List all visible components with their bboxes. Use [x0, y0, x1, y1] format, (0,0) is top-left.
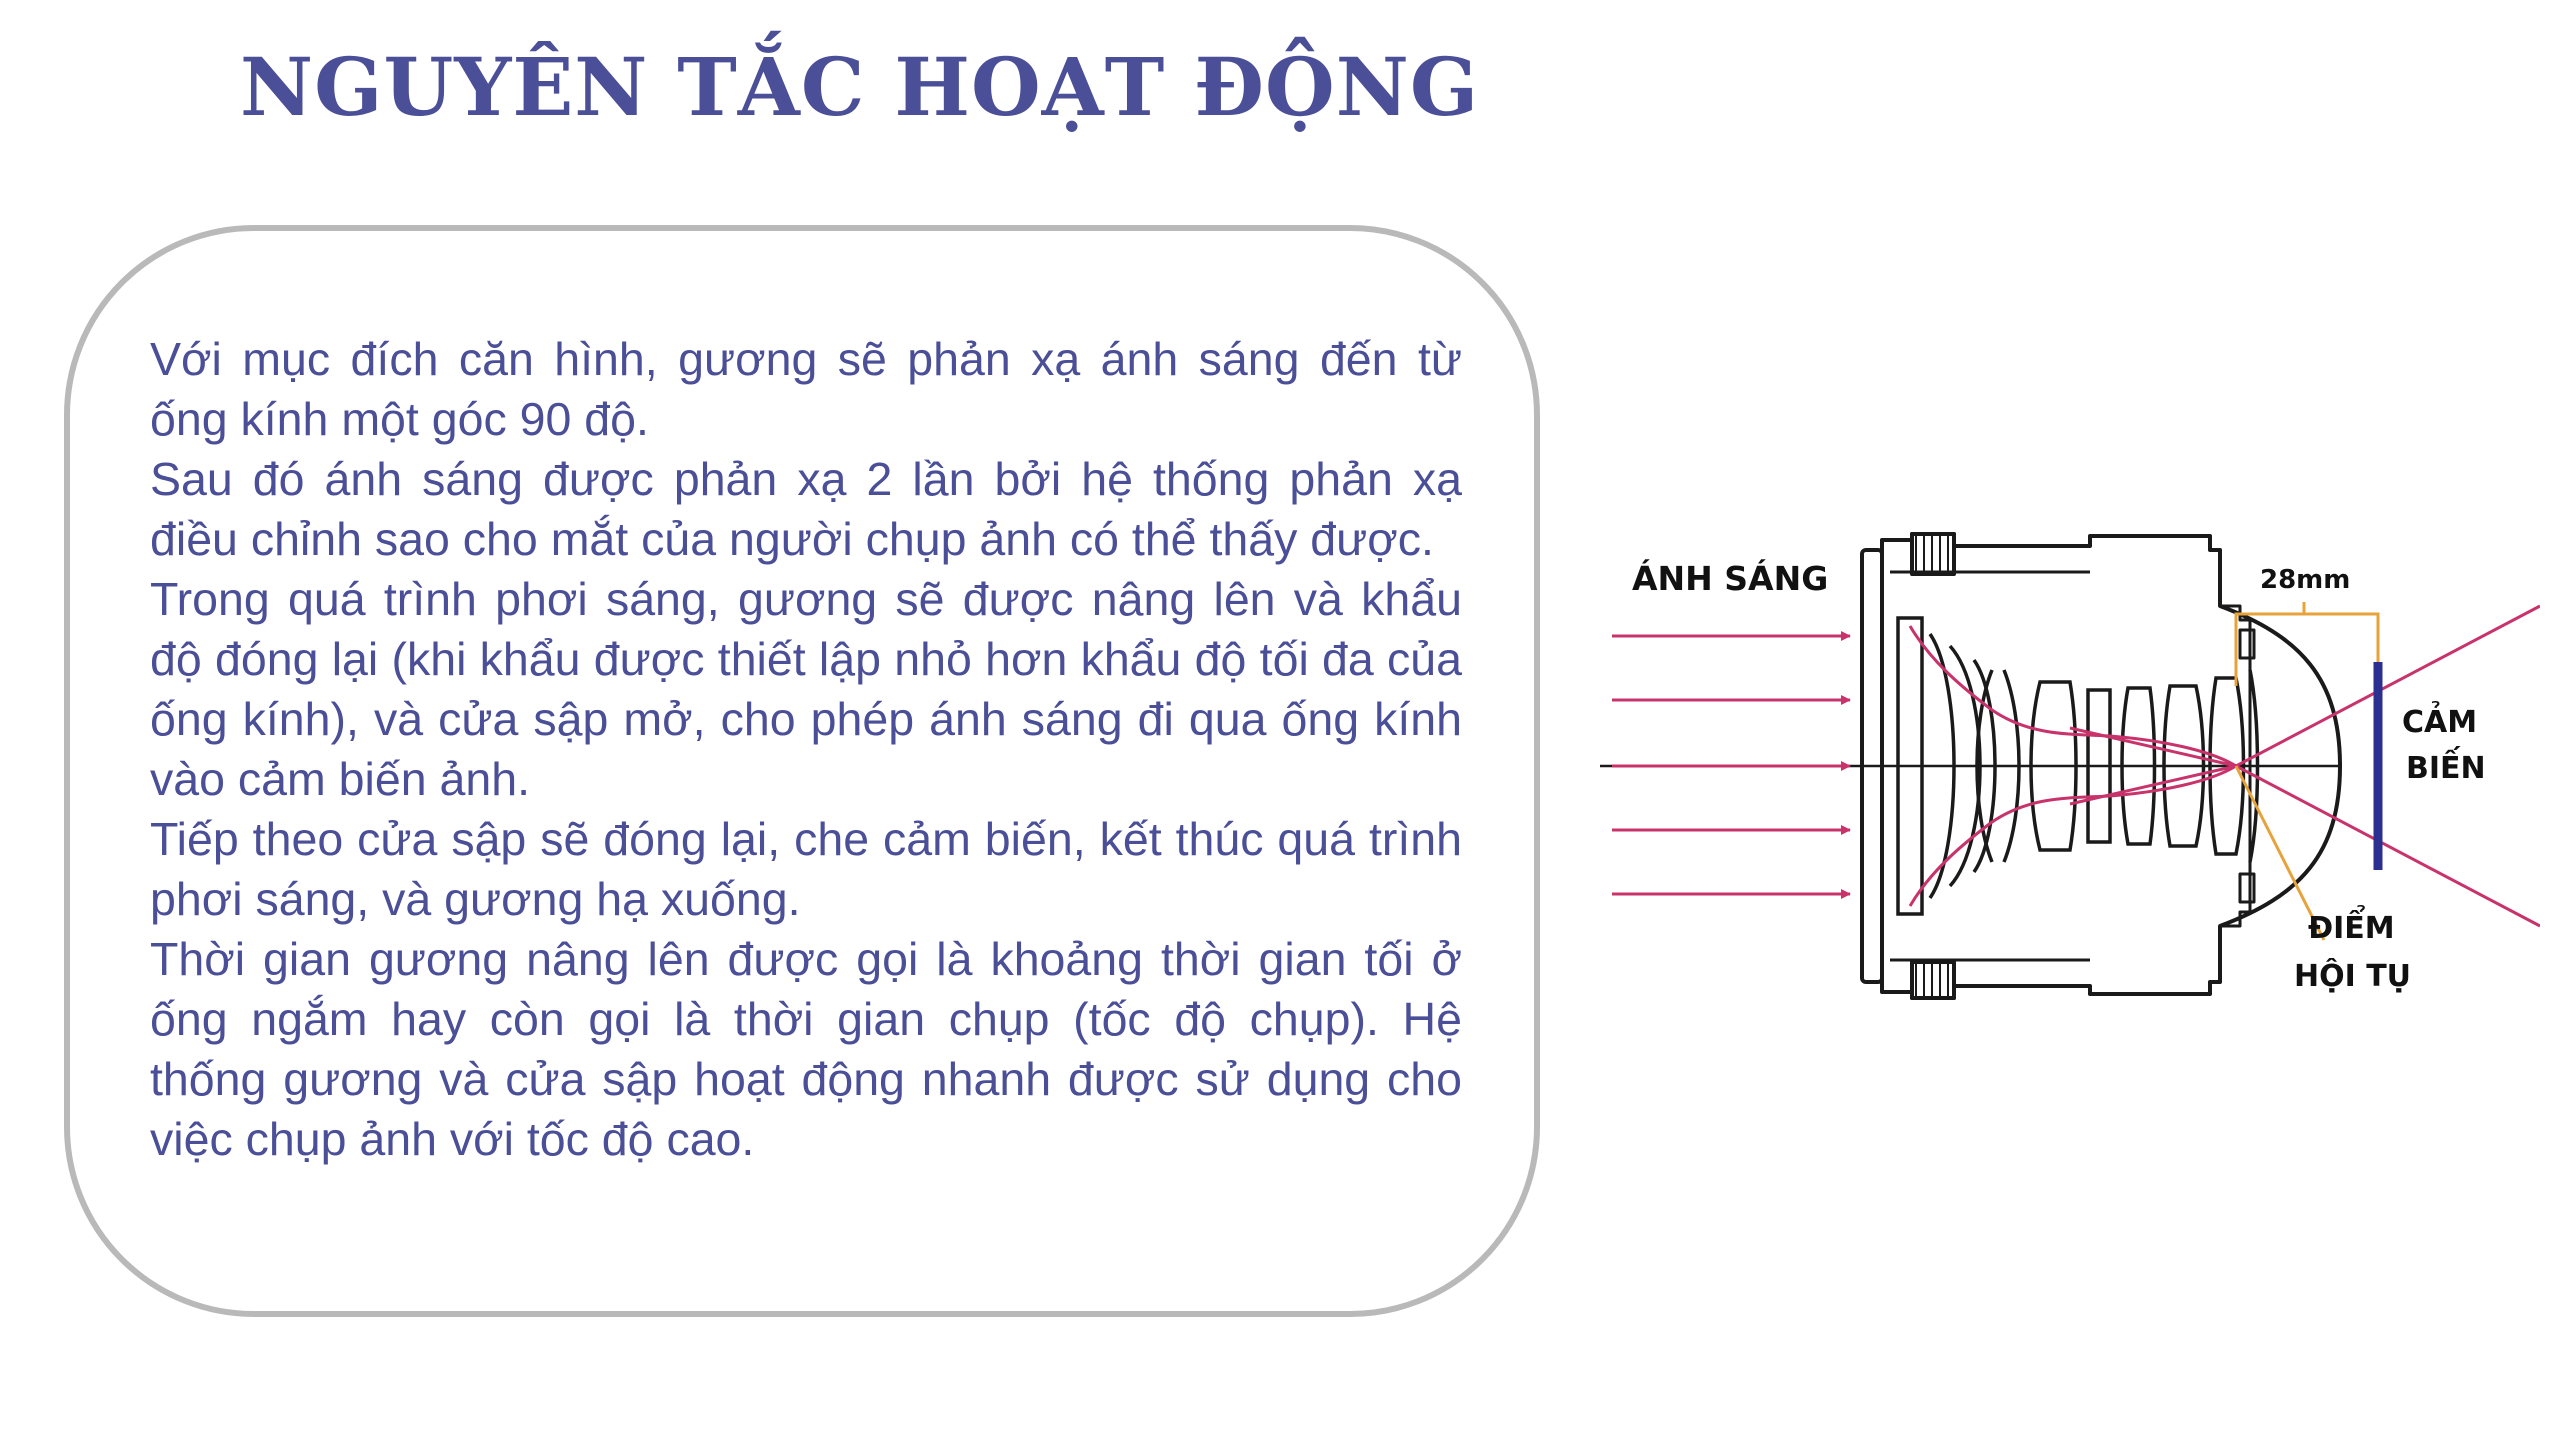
- dimension-28mm: [2236, 602, 2378, 686]
- body-text: [150, 329, 1462, 1169]
- paragraph: Trong quá trình phơi sáng, gương sẽ được nâng lên và khẩu độ đóng lại (khi khẩu được thiết lập nhỏ hơn khẩu độ tối đa của ống kính), và cửa sập mở, cho phép ánh sáng đi qua ống kính vào cảm biến ảnh.: [150, 573, 1462, 805]
- page-title: NGUYÊN TẮC HOẠT ĐỘNG: [240, 40, 1480, 134]
- sensor-label-line1: CẢM: [2402, 705, 2478, 740]
- paragraph: Với mục đích căn hình, gương sẽ phản xạ ánh sáng đến từ ống kính một góc 90 độ.: [150, 333, 1462, 445]
- lens-diagram: [1600, 510, 2540, 1030]
- paragraph: Tiếp theo cửa sập sẽ đóng lại, che cảm biến, kết thúc quá trình phơi sáng, và gương hạ xuống.: [150, 813, 1462, 925]
- sensor-label-line2: BIẾN: [2406, 751, 2486, 786]
- light-arrows: [1612, 636, 1850, 894]
- text-panel: [64, 225, 1540, 1317]
- paragraph: Sau đó ánh sáng được phản xạ 2 lần bởi hệ thống phản xạ điều chỉnh sao cho mắt của người chụp ảnh có thể thấy được.: [150, 453, 1462, 565]
- focus-label-line2: HỘI TỤ: [2294, 959, 2412, 994]
- focus-label-line1: ĐIỂM: [2308, 911, 2395, 946]
- light-label: ÁNH SÁNG: [1632, 559, 1829, 598]
- paragraph: Thời gian gương nâng lên được gọi là khoảng thời gian tối ở ống ngắm hay còn gọi là thời gian chụp (tốc độ chụp). Hệ thống gương và cửa sập hoạt động nhanh được sử dụng cho việc chụp ảnh với tốc độ cao.: [150, 933, 1462, 1165]
- distance-label: 28mm: [2260, 565, 2351, 595]
